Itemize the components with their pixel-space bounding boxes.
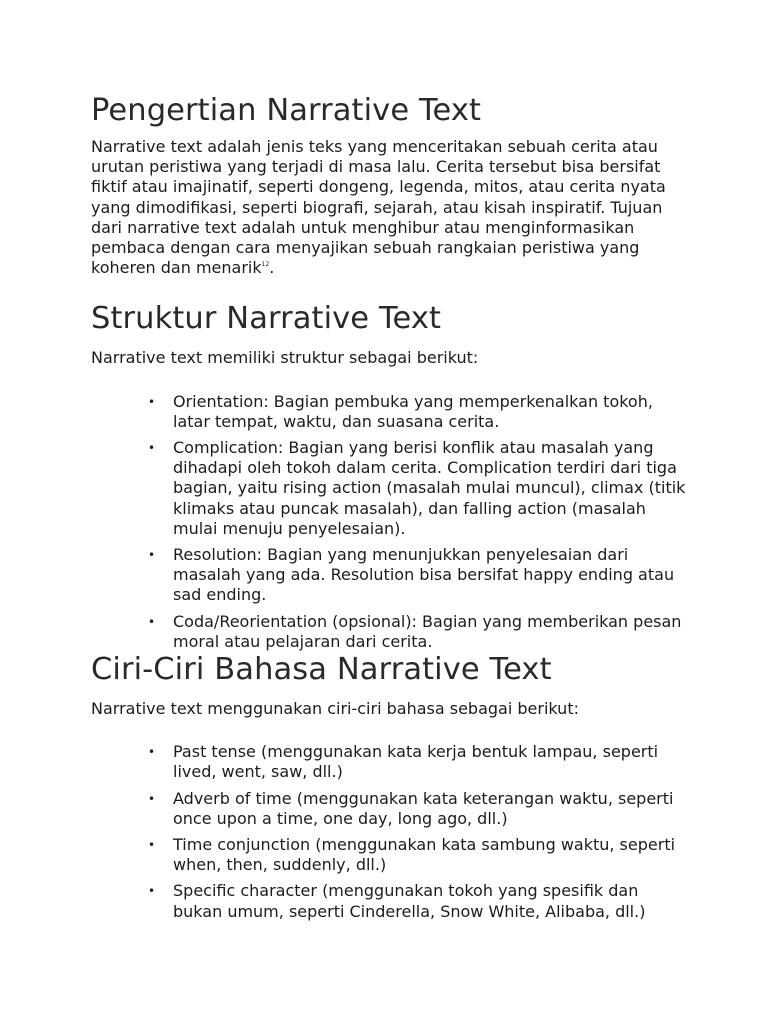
bullet-icon: •: [148, 745, 156, 760]
paragraph-struktur-intro: Narrative text memiliki struktur sebagai berikut:: [91, 348, 479, 368]
list-item-text: Adverb of time (menggunakan kata keterangan waktu, seperti once upon a time, one day, long ago, dll.): [173, 788, 674, 828]
bullet-icon: •: [148, 614, 156, 629]
list-item-coda: [148, 611, 691, 652]
list-item-specific-character: [148, 881, 691, 921]
list-item-complication: [148, 438, 691, 539]
paragraph-pengertian-end: .: [269, 258, 275, 278]
list-item-text: Orientation: Bagian pembuka yang memperkenalkan tokoh, latar tempat, waktu, dan suasana cerita.: [173, 391, 653, 431]
list-item-orientation: [148, 391, 691, 432]
list-item-text: Past tense (menggunakan kata kerja bentuk lampau, seperti lived, went, saw, dll.): [173, 742, 659, 782]
list-item-past-tense: [148, 742, 691, 782]
list-item-text: Complication: Bagian yang berisi konflik atau masalah yang dihadapi oleh tokoh dalam cerita. Complication terdiri dari tiga bagian, yaitu rising action (masalah mulai muncul), climax (titik klimaks atau puncak masalah), dan falling action (masalah mulai menuju penyelesaian).: [173, 438, 686, 538]
list-item-text: Coda/Reorientation (opsional): Bagian yang memberikan pesan moral atau pelajaran dari cerita.: [173, 611, 682, 651]
list-item-resolution: [148, 545, 691, 606]
heading-struktur: Struktur Narrative Text: [91, 301, 442, 337]
bullet-icon: •: [148, 838, 156, 853]
list-struktur: [91, 392, 691, 652]
list-item-text: Resolution: Bagian yang menunjukkan penyelesaian dari masalah yang ada. Resolution bisa bersifat happy ending atau sad ending.: [173, 545, 675, 605]
list-ciri-ciri: [91, 742, 691, 922]
paragraph-ciri-intro: Narrative text menggunakan ciri-ciri bahasa sebagai berikut:: [91, 699, 579, 719]
bullet-icon: •: [148, 791, 156, 806]
bullet-icon: •: [148, 884, 156, 899]
document-content: [91, 92, 691, 922]
paragraph-pengertian: [91, 137, 691, 278]
bullet-icon: •: [148, 394, 156, 409]
bullet-icon: •: [148, 548, 156, 563]
list-item-text: Specific character (menggunakan tokoh yang spesifik dan bukan umum, seperti Cinderella, Snow White, Alibaba, dll.): [173, 881, 646, 921]
bullet-icon: •: [148, 441, 156, 456]
heading-ciri-ciri: Ciri-Ciri Bahasa Narrative Text: [91, 652, 552, 688]
list-item-adverb-of-time: [148, 788, 691, 829]
paragraph-pengertian-text: Narrative text adalah jenis teks yang menceritakan sebuah cerita atau urutan peristiwa yang terjadi di masa lalu. Cerita tersebut bisa bersifat fiktif atau imajinatif, seperti dongeng, legenda, mitos, atau cerita nyata yang dimodifikasi, seperti biografi, sejarah, atau kisah inspiratif. Tujuan dari narrative text adalah untuk menghibur atau menginformasikan pembaca dengan cara menyajikan sebuah rangkaian peristiwa yang koheren dan menarik: [91, 137, 666, 278]
list-item-text: Time conjunction (menggunakan kata sambung waktu, seperti when, then, suddenly, dll.): [173, 835, 676, 875]
heading-pengertian: Pengertian Narrative Text: [91, 93, 482, 128]
list-item-time-conjunction: [148, 835, 691, 875]
citation-marker[interactable]: 12: [261, 261, 270, 269]
